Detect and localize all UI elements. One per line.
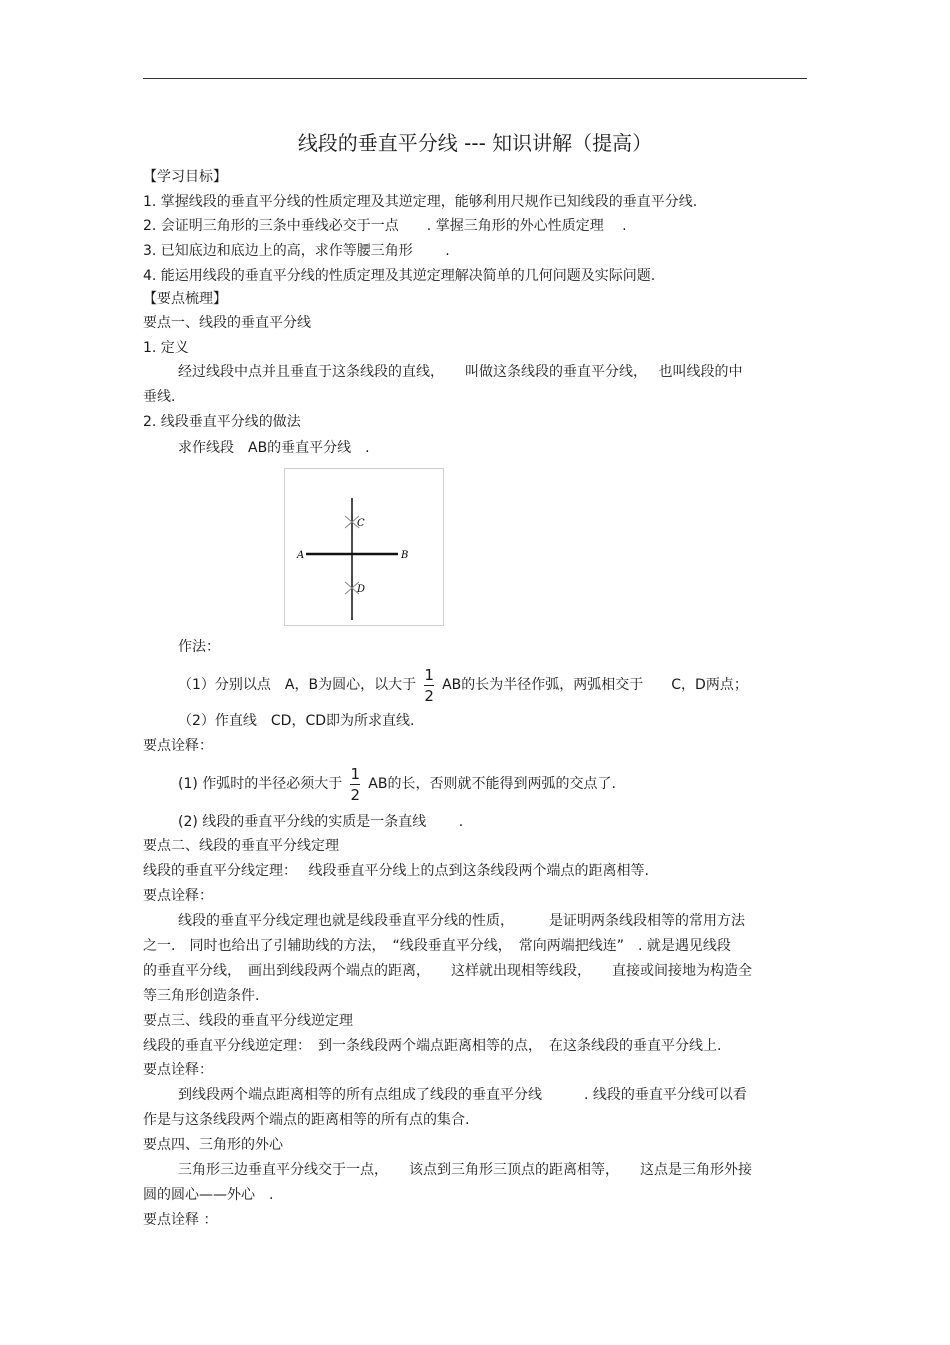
subsection-title: 2. 线段垂直平分线的做法 <box>143 414 301 430</box>
paragraph-line: 的垂直平分线， 画出到线段两个端点的距离， 这样就出现相等线段， 直接或间接地为构造全 <box>143 963 752 979</box>
fraction-denominator: 2 <box>424 686 434 705</box>
theorem-line: 线段的垂直平分线逆定理： 到一条线段两个端点距离相等的点， 在这条线段的垂直平分线上. <box>143 1038 722 1054</box>
label-d: D <box>357 584 366 595</box>
notes-title: 要点诠释： <box>143 738 213 754</box>
goal-item: 3. 已知底边和底边上的高，求作等腰三角形 . <box>143 243 450 259</box>
note-1-pre: (1) 作弧时的半径必须大于 <box>178 776 343 792</box>
fraction-half <box>424 665 434 706</box>
label-a: A <box>297 550 305 561</box>
notes-title: 要点诠释： <box>143 888 213 904</box>
figure-frame <box>285 469 444 626</box>
paragraph-line: 经过线段中点并且垂直于这条线段的直线， 叫做这条线段的垂直平分线， 也叫线段的中 <box>178 364 743 380</box>
note-1 <box>178 762 616 806</box>
paragraph-line: 圆的圆心——外心 . <box>143 1187 274 1203</box>
method-heading: 作法： <box>178 639 220 655</box>
paragraph-line: 作是与这条线段两个端点的距离相等的所有点的集合. <box>143 1112 470 1128</box>
label-b: B <box>401 550 409 561</box>
section-title: 要点一、线段的垂直平分线 <box>143 315 311 331</box>
paragraph-line: 三角形三边垂直平分线交于一点， 该点到三角形三顶点的距离相等， 这点是三角形外接 <box>178 1162 752 1178</box>
section-title: 要点四、三角形的外心 <box>143 1137 283 1153</box>
step-1 <box>178 663 748 707</box>
notes-title: 要点诠释 ： <box>143 1212 218 1228</box>
paragraph-line: 等三角形创造条件. <box>143 988 260 1004</box>
goal-item: 2. 会证明三角形的三条中垂线必交于一点 . 掌握三角形的外心性质定理 . <box>143 218 627 234</box>
theorem-line: 线段的垂直平分线定理： 线段垂直平分线上的点到这条线段两个端点的距离相等. <box>143 863 649 879</box>
note-1-post: AB的长，否则就不能得到两弧的交点了. <box>368 776 616 792</box>
paragraph-line: 求作线段 AB的垂直平分线 . <box>178 440 370 456</box>
fraction-numerator: 1 <box>424 665 434 684</box>
step-1-post: AB的长为半径作弧，两弧相交于 C，D两点； <box>442 677 748 693</box>
label-c: C <box>357 518 365 529</box>
step-2: （2）作直线 CD，CD即为所求直线. <box>178 713 415 729</box>
page-title: 线段的垂直平分线 --- 知识讲解（提高） <box>297 131 653 155</box>
goal-item: 4. 能运用线段的垂直平分线的性质定理及其逆定理解决简单的几何问题及实际问题. <box>143 268 656 284</box>
step-1-pre: （1）分别以点 A，B为圆心，以大于 <box>178 677 417 693</box>
fraction-half <box>350 764 360 805</box>
paragraph-line: 之一. 同时也给出了引辅助线的方法， “线段垂直平分线， 常向两端把线连” . 就是遇见线段 <box>143 938 731 954</box>
fraction-numerator: 1 <box>350 764 361 783</box>
paragraph-line: 线段的垂直平分线定理也就是线段垂直平分线的性质， 是证明两条线段相等的常用方法 <box>178 913 745 929</box>
subsection-title: 1. 定义 <box>143 340 189 356</box>
note-2: (2) 线段的垂直平分线的实质是一条直线 . <box>178 814 464 830</box>
fraction-denominator: 2 <box>350 785 361 804</box>
goals-header: 【学习目标】 <box>143 169 227 185</box>
section-title: 要点二、线段的垂直平分线定理 <box>143 838 339 854</box>
section-title: 要点三、线段的垂直平分线逆定理 <box>143 1013 353 1029</box>
perpendicular-bisector-figure <box>284 468 444 626</box>
header-rule <box>143 78 807 79</box>
paragraph-line: 到线段两个端点距离相等的所有点组成了线段的垂直平分线 . 线段的垂直平分线可以看 <box>178 1087 747 1103</box>
paragraph-line: 垂线. <box>143 389 176 405</box>
goal-item: 1. 掌握线段的垂直平分线的性质定理及其逆定理，能够利用尺规作已知线段的垂直平分线. <box>143 194 698 210</box>
points-header: 【要点梳理】 <box>143 291 227 307</box>
notes-title: 要点诠释： <box>143 1062 213 1078</box>
